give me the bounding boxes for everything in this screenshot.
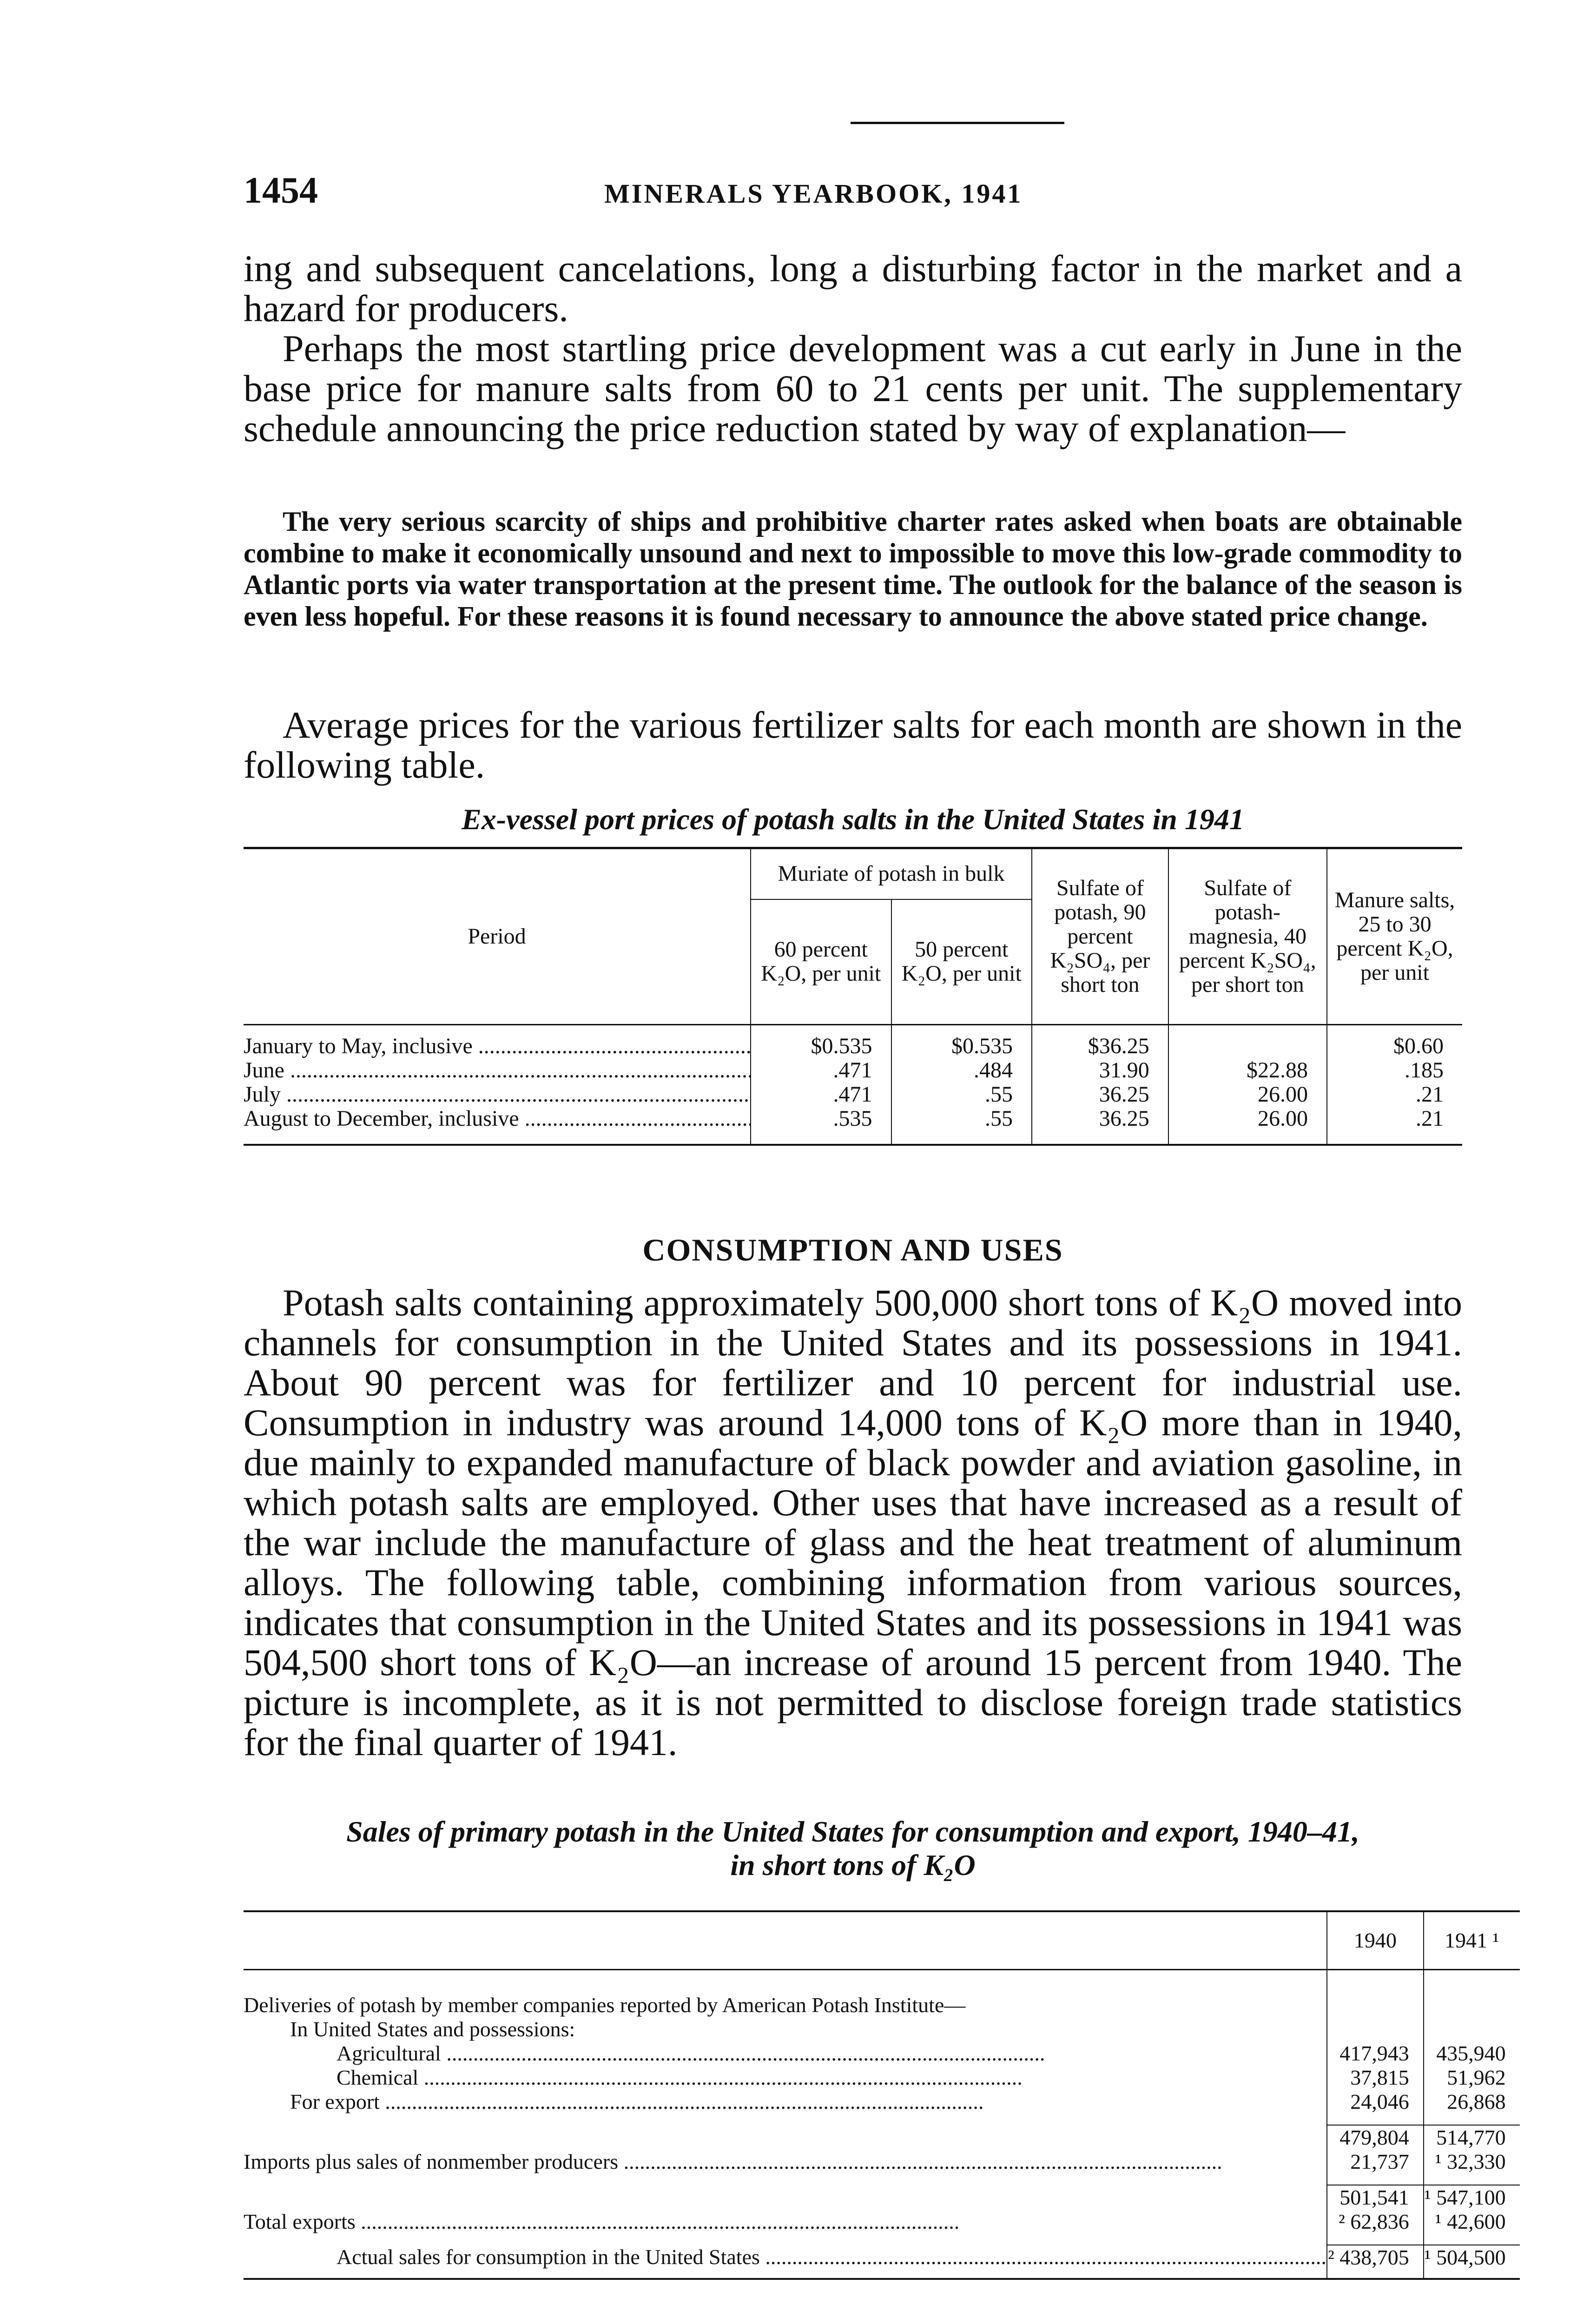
row-period: August to December, inclusive ..... — [244, 1107, 751, 1131]
header-sulfate-potash: Sulfate of potash, 90 percent K₂SO₄, per short ton — [1032, 848, 1168, 1025]
cell-sulfate-magnesia: 26.00 — [1168, 1107, 1327, 1131]
header-period: Period — [468, 924, 526, 949]
price-table — [244, 847, 1462, 1146]
row-label: Actual sales for consumption in the United States ..... — [244, 2245, 1327, 2270]
table-row — [244, 1034, 1462, 1058]
cell-sulfate-magnesia: $22.88 — [1168, 1058, 1327, 1083]
table-row — [244, 1993, 1520, 2017]
cell-sulfate-potash: 31.90 — [1032, 1058, 1168, 1083]
row-label: Chemical ..... — [244, 2066, 1327, 2090]
cell-1941: 26,868 — [1424, 2090, 1520, 2114]
row-label: For export ..... — [244, 2090, 1327, 2114]
cell-1940: 37,815 — [1327, 2066, 1424, 2090]
cell-muriate-60: .471 — [751, 1083, 891, 1107]
table-row — [244, 2066, 1520, 2090]
paragraph-continued: ing and subsequent cancelations, long a disturbing factor in the market and a hazard for producers. — [244, 247, 1462, 330]
quote-text: The very serious scarcity of ships and prohibitive charter rates asked when boats are obtainable combine to make it economically unsound and next to impossible to move this low-grade commodity to Atlantic ports via water transportation at the present time. The outlook for the balance of the season is even less hopeful. For these reasons it is found necessary to announce the above stated price change. — [244, 506, 1462, 632]
cell-1940: 21,737 — [1327, 2150, 1424, 2174]
cell-sulfate-magnesia — [1168, 1034, 1327, 1058]
row-label: In United States and possessions: — [290, 2017, 575, 2041]
block-quote — [244, 506, 1462, 632]
running-head: MINERALS YEARBOOK, 1941 — [604, 178, 1023, 209]
cell-1941-subtotal: ¹ 547,100 — [1424, 2185, 1520, 2210]
cell-1940: ² 62,836 — [1327, 2210, 1424, 2234]
cell-manure-salts: .21 — [1327, 1107, 1462, 1131]
header-manure-salts: Manure salts, 25 to 30 percent K₂O, per unit — [1327, 848, 1462, 1025]
text-block-3 — [244, 1283, 1462, 1763]
cell-1941: ¹ 504,500 — [1424, 2245, 1520, 2270]
row-label: Total exports ..... — [244, 2210, 1327, 2234]
cell-muriate-50: .55 — [891, 1083, 1032, 1107]
cell-1940: 417,943 — [1327, 2041, 1424, 2066]
row-label: Deliveries of potash by member companies reported by American Potash Institute— — [244, 1993, 966, 2017]
row-period: July ..... — [244, 1083, 751, 1107]
header-1941: 1941 ¹ — [1424, 1911, 1520, 1970]
cell-sulfate-magnesia: 26.00 — [1168, 1083, 1327, 1107]
header-muriate-50: 50 percent K₂O, per unit — [891, 899, 1032, 1025]
paragraph-average-prices: Average prices for the various fertilizer salts for each month are shown in the following table. — [244, 704, 1462, 786]
section-heading: CONSUMPTION AND USES — [642, 1232, 1063, 1268]
cell-1941-subtotal: 514,770 — [1424, 2125, 1520, 2150]
cell-1941: 51,962 — [1424, 2066, 1520, 2090]
cell-muriate-60: .535 — [751, 1107, 891, 1131]
cell-manure-salts: $0.60 — [1327, 1034, 1462, 1058]
table2-caption — [244, 1815, 1462, 1882]
cell-1940-subtotal: 479,804 — [1327, 2125, 1424, 2150]
cell-1941: ¹ 32,330 — [1424, 2150, 1520, 2174]
header-muriate-60: 60 percent K₂O, per unit — [751, 899, 891, 1025]
cell-sulfate-potash: 36.25 — [1032, 1083, 1168, 1107]
cell-muriate-60: .471 — [751, 1058, 891, 1083]
cell-manure-salts: .185 — [1327, 1058, 1462, 1083]
header-1940: 1940 — [1327, 1911, 1424, 1970]
table-row — [244, 2185, 1520, 2210]
row-label: Imports plus sales of nonmember producers ..... — [244, 2150, 1327, 2174]
header-muriate-group: Muriate of potash in bulk — [751, 848, 1032, 899]
table-row — [244, 2125, 1520, 2150]
table2-caption-line1: Sales of primary potash in the United States for consumption and export, 1940–41, — [346, 1815, 1359, 1848]
cell-1940: ² 438,705 — [1327, 2245, 1424, 2270]
text-block-2 — [244, 705, 1462, 785]
row-period: January to May, inclusive ..... — [244, 1034, 751, 1058]
cell-muriate-50: .55 — [891, 1107, 1032, 1131]
table-row — [244, 1083, 1462, 1107]
cell-1940: 24,046 — [1327, 2090, 1424, 2114]
cell-1941: 435,940 — [1424, 2041, 1520, 2066]
sales-table — [244, 1910, 1520, 2280]
table-row — [244, 2090, 1520, 2114]
row-period: June ..... — [244, 1058, 751, 1083]
cell-muriate-50: .484 — [891, 1058, 1032, 1083]
cell-muriate-50: $0.535 — [891, 1034, 1032, 1058]
table2-caption-line2: in short tons of K₂O — [730, 1849, 976, 1882]
text-block-1 — [244, 249, 1462, 449]
row-label: Agricultural ..... — [244, 2041, 1327, 2066]
table-row — [244, 1058, 1462, 1083]
page-number: 1454 — [244, 170, 318, 211]
table-row — [244, 2150, 1520, 2174]
table-row — [244, 1107, 1462, 1131]
cell-sulfate-potash: 36.25 — [1032, 1107, 1168, 1131]
table-row — [244, 2245, 1520, 2270]
top-rule — [851, 122, 1064, 124]
table1-caption: Ex-vessel port prices of potash salts in the United States in 1941 — [462, 803, 1244, 836]
cell-sulfate-potash: $36.25 — [1032, 1034, 1168, 1058]
cell-1940-subtotal: 501,541 — [1327, 2185, 1424, 2210]
cell-manure-salts: .21 — [1327, 1083, 1462, 1107]
cell-muriate-60: $0.535 — [751, 1034, 891, 1058]
header-sulfate-magnesia: Sulfate of potash-magnesia, 40 percent K₂SO₄, per short ton — [1168, 848, 1327, 1025]
paragraph-consumption: Potash salts containing approximately 500,000 short tons of K₂O moved into channels for consumption in the United States and its possessions in 1941. About 90 percent was for fertilizer and 10 percent for industrial use. Consumption in industry was around 14,000 tons of K₂O more than in 1940, due mainly to expanded manufacture of black powder and aviation gasoline, in which potash salts are employed. Other uses that have increased as a result of the war include the manufacture of glass and the heat treatment of aluminum alloys. The following table, combining information from various sources, indicates that consumption in the United States and its possessions in 1941 was 504,500 short tons of K₂O—an increase of around 15 percent from 1940. The picture is incomplete, as it is not permitted to disclose foreign trade statistics for the final quarter of 1941. — [244, 1281, 1462, 1763]
cell-1941: ¹ 42,600 — [1424, 2210, 1520, 2234]
table-row — [244, 2017, 1520, 2041]
table-row — [244, 2041, 1520, 2066]
paragraph-price-development: Perhaps the most startling price development was a cut early in June in the base price for manure salts from 60 to 21 cents per unit. The supplementary schedule announcing the price reduction stated by way of explanation— — [244, 327, 1462, 449]
table-row — [244, 2210, 1520, 2234]
